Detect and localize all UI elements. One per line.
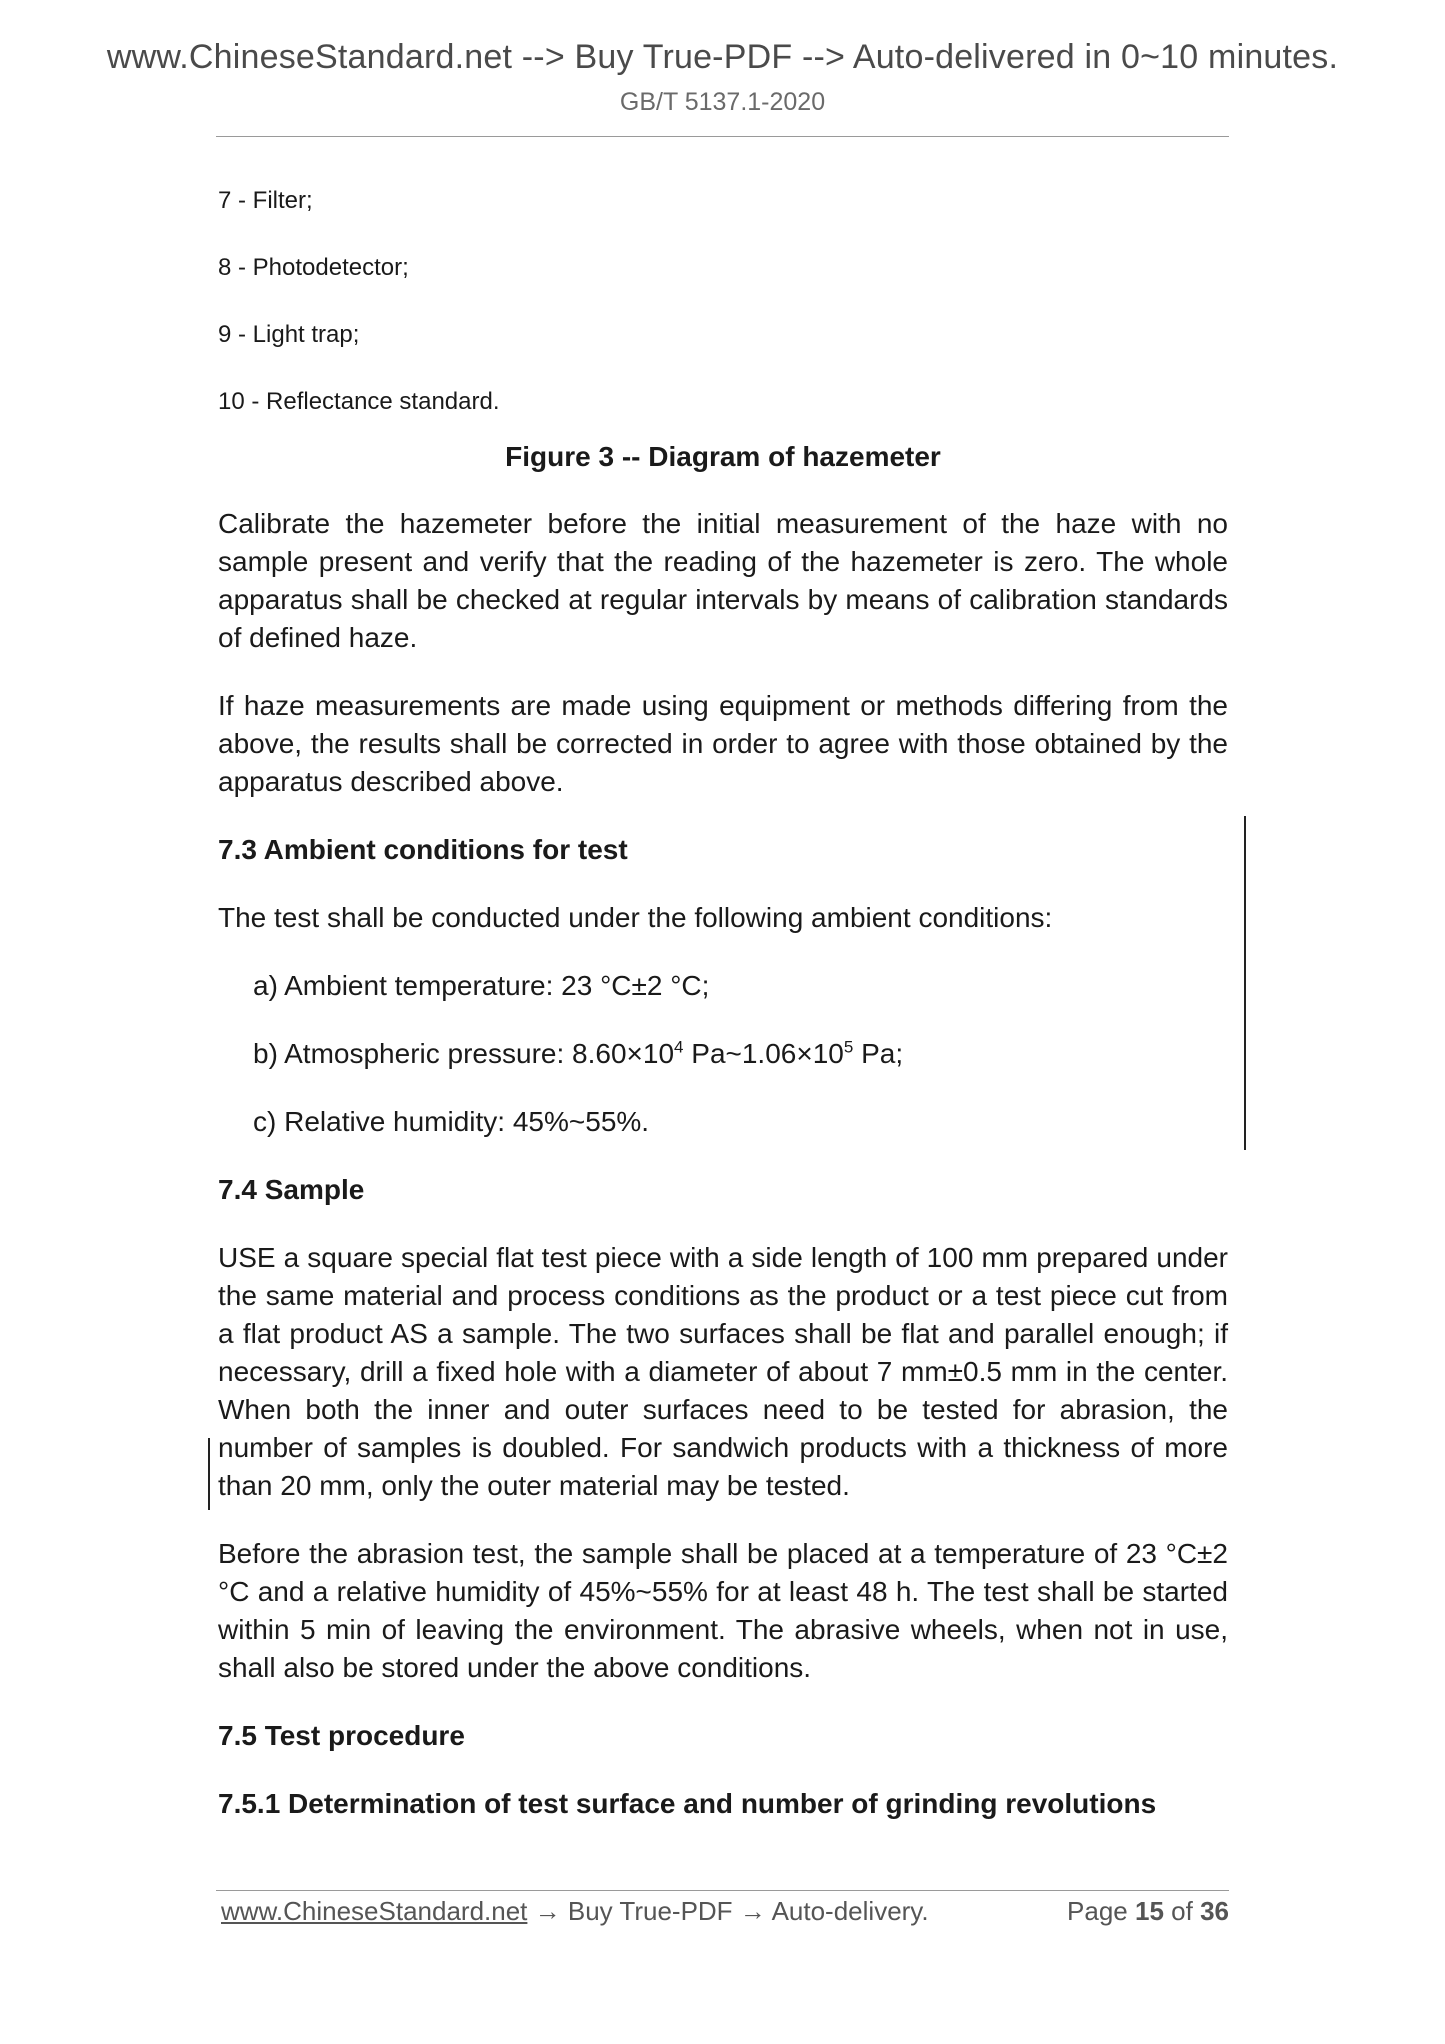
header-banner: www.ChineseStandard.net --> Buy True-PDF --> Auto-delivered in 0~10 minutes.	[106, 38, 1339, 76]
legend-item-9: 9 - Light trap;	[218, 321, 360, 348]
pressure-suffix: Pa;	[853, 1038, 904, 1069]
header-divider	[216, 136, 1229, 137]
list-item-humidity: c) Relative humidity: 45%~55%.	[253, 1106, 650, 1137]
legend-item-8: 8 - Photodetector;	[218, 254, 409, 281]
section-heading-7-3: 7.3 Ambient conditions for test	[218, 834, 628, 865]
page-number	[1067, 1896, 1229, 1927]
of-word: of	[1171, 1896, 1193, 1926]
section-heading-7-5: 7.5 Test procedure	[218, 1720, 465, 1751]
list-item-temperature: a) Ambient temperature: 23 °C±2 °C;	[253, 970, 710, 1001]
paragraph-ambient-intro: The test shall be conducted under the following ambient conditions:	[218, 902, 1053, 933]
footer-divider	[216, 1890, 1229, 1891]
footer-trail-text: → Buy True-PDF → Auto-delivery.	[527, 1896, 929, 1926]
paragraph-sample-conditioning: Before the abrasion test, the sample shall be placed at a temperature of 23 °C±2 °C and a relative humidity of 45%~55% for at least 48 h. The test shall be started within 5 min of leaving the environment. The abrasive wheels, when not in use, shall also be stored under the above conditions.	[218, 1538, 1228, 1683]
footer-site-link[interactable]: www.ChineseStandard.net	[221, 1896, 528, 1926]
legend-item-7: 7 - Filter;	[218, 187, 313, 214]
current-page: 15	[1135, 1896, 1164, 1926]
page-footer	[221, 1896, 1229, 1932]
list-item-pressure	[218, 1035, 1228, 1073]
legend-item-10: 10 - Reflectance standard.	[218, 388, 500, 415]
document-code: GB/T 5137.1-2020	[619, 88, 826, 116]
footer-left	[221, 1896, 929, 1927]
pressure-middle: Pa~1.06×10	[683, 1038, 844, 1069]
paragraph-sample-preparation: USE a square special flat test piece with a side length of 100 mm prepared under the same material and process conditions as the product or a test piece cut from a flat product AS a sample. The two surfaces shall be flat and parallel enough; if necessary, drill a fixed hole with a diameter of about 7 mm±0.5 mm in the center. When both the inner and outer surfaces need to be tested for abrasion, the number of samples is doubled. For sandwich products with a thickness of more than 20 mm, only the outer material may be tested.	[218, 1242, 1228, 1501]
total-pages: 36	[1200, 1896, 1229, 1926]
pressure-exponent-2: 5	[843, 1037, 854, 1057]
pressure-exponent-1: 4	[674, 1037, 684, 1057]
page-word: Page	[1067, 1896, 1128, 1926]
figure-caption: Figure 3 -- Diagram of hazemeter	[505, 441, 941, 472]
pressure-prefix: b) Atmospheric pressure: 8.60×10	[253, 1038, 675, 1069]
section-heading-7-5-1: 7.5.1 Determination of test surface and number of grinding revolutions	[218, 1788, 1157, 1819]
section-heading-7-4: 7.4 Sample	[218, 1174, 365, 1205]
page-content	[218, 186, 1228, 1853]
change-bar-left	[208, 1438, 210, 1510]
change-bar-right	[1244, 816, 1246, 1150]
paragraph-calibrate: Calibrate the hazemeter before the initial measurement of the haze with no sample present and verify that the reading of the hazemeter is zero. The whole apparatus shall be checked at regular intervals by means of calibration standards of defined haze.	[218, 508, 1228, 653]
paragraph-differing-methods: If haze measurements are made using equipment or methods differing from the above, the results shall be corrected in order to agree with those obtained by the apparatus described above.	[218, 690, 1228, 797]
